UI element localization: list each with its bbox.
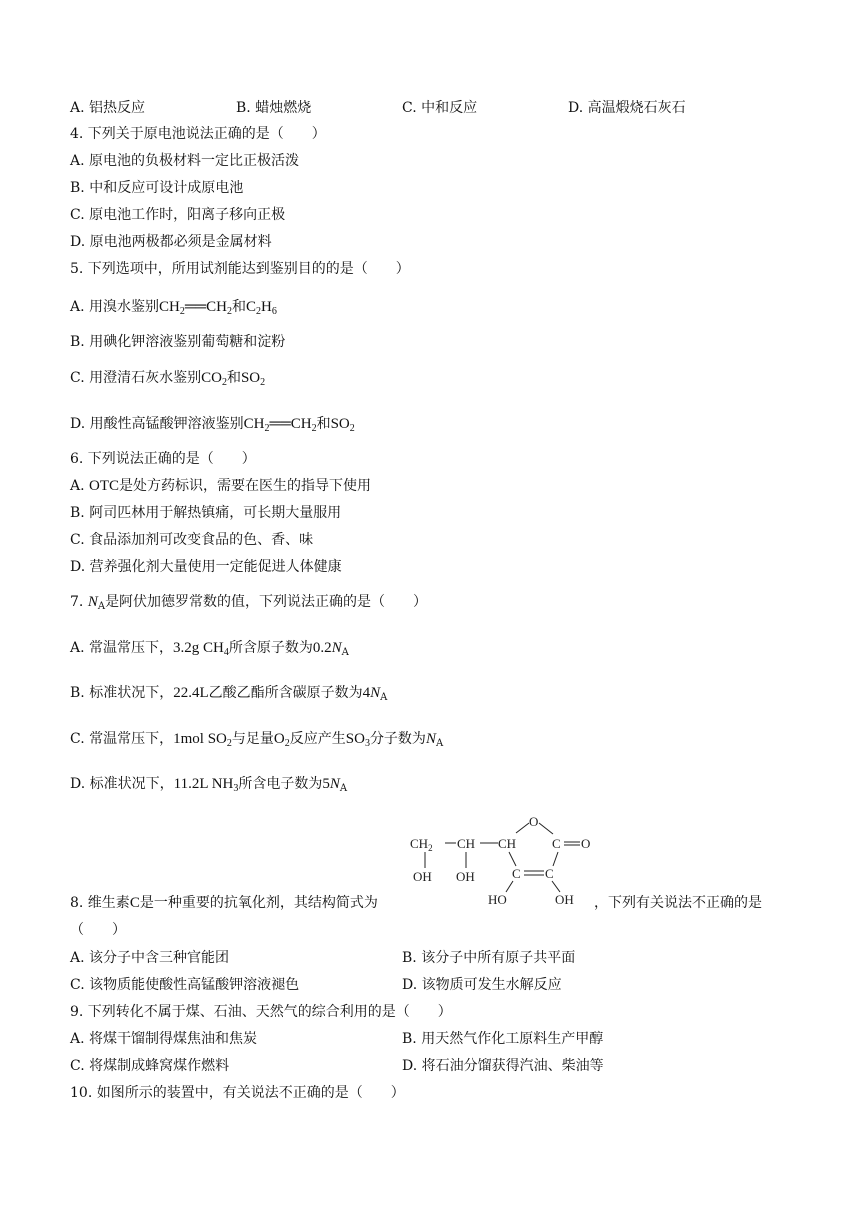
q10-stem: 10. 如图所示的装置中，有关说法不正确的是（ ） bbox=[70, 1085, 405, 1101]
svg-text:CH2: $CH_2$ bbox=[410, 836, 433, 853]
q4-option-b: B. 中和反应可设计成原电池 bbox=[70, 180, 244, 196]
svg-text:CH: CH bbox=[498, 836, 517, 851]
q9-option-a: A. 将煤干馏制得煤焦油和焦炭 bbox=[70, 1031, 258, 1047]
q8-option-c: C. 该物质能使酸性高锰酸钾溶液褪色 bbox=[70, 977, 300, 993]
svg-text:C: C bbox=[552, 836, 561, 851]
q7-option-a: A. 常温常压下，3.2g $CH_4$所含原子数为$0.2N_A$ bbox=[70, 640, 349, 658]
q8-stem: 8. 维生素C是一种重要的抗氧化剂，其结构简式为 bbox=[70, 895, 378, 911]
q5-option-b: B. 用碘化钾溶液鉴别葡萄糖和淀粉 bbox=[70, 334, 286, 350]
q8-option-a: A. 该分子中含三种官能团 bbox=[70, 950, 230, 966]
q3-option-d: D. 高温煅烧石灰石 bbox=[568, 100, 686, 116]
svg-text:O: O bbox=[529, 814, 539, 829]
q7-stem: 7. $N_A$是阿伏加德罗常数的值，下列说法正确的是（ ） bbox=[70, 594, 428, 612]
svg-text:C: C bbox=[545, 866, 554, 881]
q4-option-a: A. 原电池的负极材料一定比正极活泼 bbox=[70, 153, 300, 169]
q3-option-b: B. 蜡烛燃烧 bbox=[236, 100, 312, 116]
q9-option-d: D. 将石油分馏获得汽油、柴油等 bbox=[402, 1058, 604, 1074]
q4-option-c: C. 原电池工作时，阳离子移向正极 bbox=[70, 207, 286, 223]
q9-option-c: C. 将煤制成蜂窝煤作燃料 bbox=[70, 1058, 230, 1074]
q8-option-d: D. 该物质可发生水解反应 bbox=[402, 977, 562, 993]
q7-option-c: C. 常温常压下，1mol $SO_2$与足量$O_2$反应产生$SO_3$分子数为$N_A$ bbox=[70, 731, 444, 749]
q6-option-a: A. OTC是处方药标识，需要在医生的指导下使用 bbox=[70, 478, 372, 494]
svg-text:OH: OH bbox=[555, 892, 574, 906]
q7-option-d: D. 标准状况下，11.2L $NH_3$所含电子数为$5N_A$ bbox=[70, 776, 348, 794]
q4-option-d: D. 原电池两极都必须是金属材料 bbox=[70, 234, 272, 250]
svg-text:OH: OH bbox=[413, 869, 432, 884]
svg-text:HO: HO bbox=[488, 892, 507, 906]
q6-option-d: D. 营养强化剂大量使用一定能促进人体健康 bbox=[70, 559, 342, 575]
q5-option-a: A. 用溴水鉴别$CH_2══CH_2$和$C_2H_6$ bbox=[70, 299, 277, 317]
svg-text:CH: CH bbox=[457, 836, 476, 851]
q6-option-c: C. 食品添加剂可改变食品的色、香、味 bbox=[70, 532, 314, 548]
q4-stem: 4. 下列关于原电池说法正确的是（ ） bbox=[70, 126, 326, 142]
q9-option-b: B. 用天然气作化工原料生产甲醇 bbox=[402, 1031, 604, 1047]
q8-option-b: B. 该分子中所有原子共平面 bbox=[402, 950, 576, 966]
q5-stem: 5. 下列选项中，所用试剂能达到鉴别目的的是（ ） bbox=[70, 261, 410, 277]
q5-option-c: C. 用澄清石灰水鉴别$CO_2$和$SO_2$ bbox=[70, 370, 266, 388]
q5-option-d: D. 用酸性高锰酸钾溶液鉴别$CH_2══CH_2$和$SO_2$ bbox=[70, 416, 355, 434]
q8-stem-tail: ，下列有关说法不正确的是 bbox=[594, 895, 762, 911]
svg-text:O: O bbox=[581, 836, 591, 851]
vitamin-c-structure bbox=[408, 814, 598, 906]
q3-option-c: C. 中和反应 bbox=[402, 100, 478, 116]
q3-option-a: A. 铝热反应 bbox=[70, 100, 146, 116]
q6-stem: 6. 下列说法正确的是（ ） bbox=[70, 451, 256, 467]
q6-option-b: B. 阿司匹林用于解热镇痛，可长期大量服用 bbox=[70, 505, 342, 521]
svg-text:C: C bbox=[512, 866, 521, 881]
q8-stem-paren: （ ） bbox=[70, 922, 126, 938]
q7-option-b: B. 标准状况下，22.4L乙酸乙酯所含碳原子数为$4N_A$ bbox=[70, 685, 388, 703]
svg-text:OH: OH bbox=[456, 869, 475, 884]
q9-stem: 9. 下列转化不属于煤、石油、天然气的综合利用的是（ ） bbox=[70, 1004, 452, 1020]
